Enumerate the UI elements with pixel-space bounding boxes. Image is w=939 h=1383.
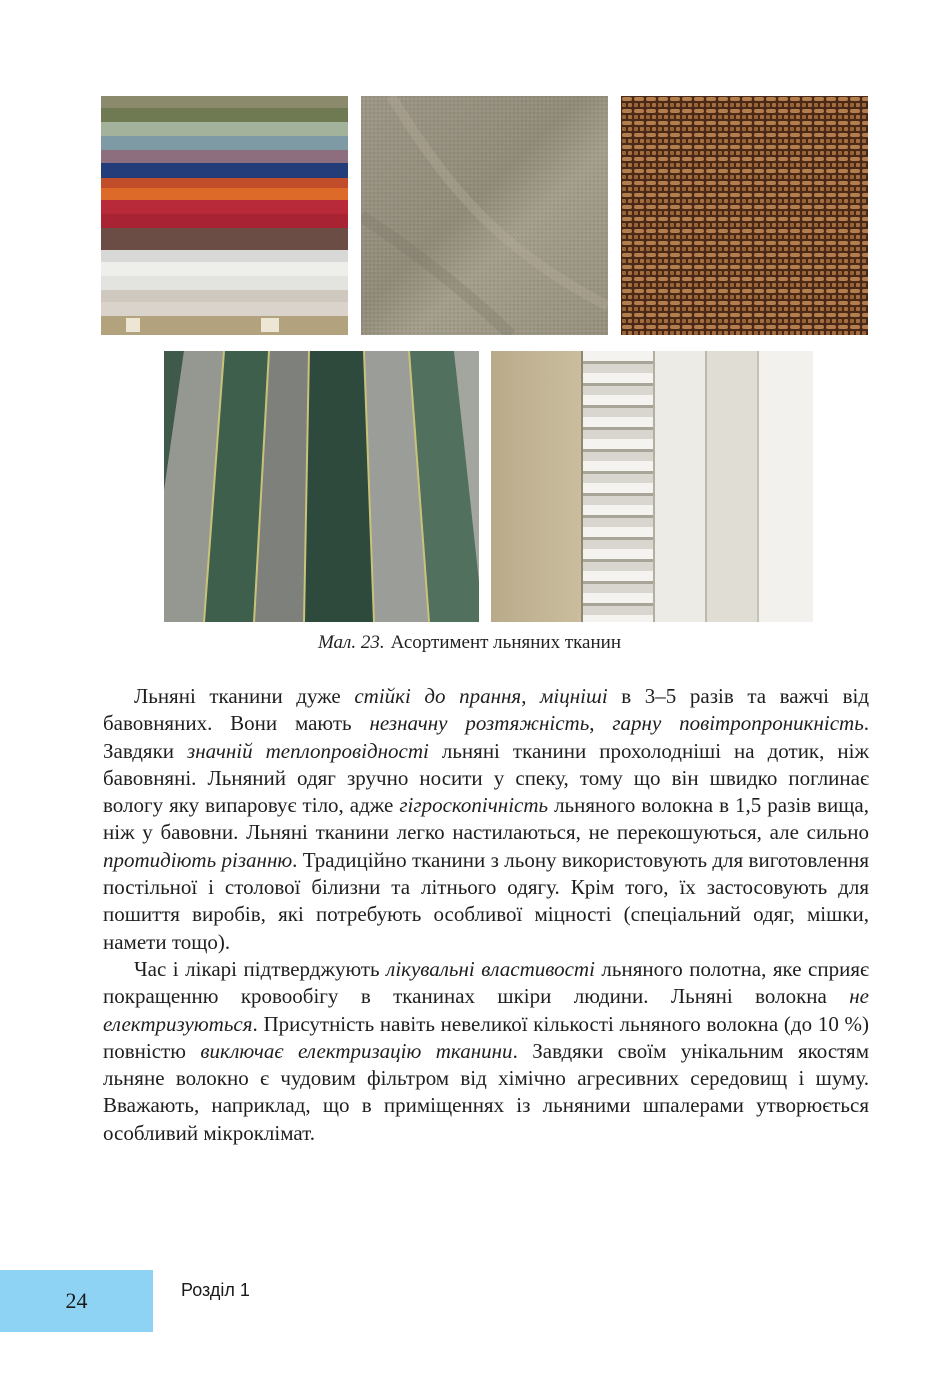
text-run: . Присутність навіть невеликої кількості льняного волокна (до 10 %) повністю	[103, 1011, 869, 1063]
emphasis: гарну повітропроникність	[612, 711, 864, 736]
text-run: Час і лікарі підтверджують	[134, 956, 387, 981]
body-text	[103, 683, 869, 1147]
text-run: льняного полотна, яке сприяє покращенню кровообігу в тканинах шкіри людини. Льняні волокна	[103, 956, 870, 1009]
striped-linen-fabrics-photo	[164, 351, 479, 622]
text-run: ,	[589, 711, 613, 736]
emphasis: лікувальні властивості	[386, 956, 595, 981]
brown-burlap-weave-photo	[621, 96, 868, 335]
paragraph-1	[103, 683, 869, 956]
figure-caption	[0, 630, 939, 656]
text-run: в 3–5 разів та важчі від бавовняних. Вони мають	[103, 684, 870, 736]
paragraph-2	[103, 956, 869, 1147]
text-run: льняні тканини прохолодніші на дотик, ніж бавовняні. Льняний одяг зручно носити у спеку, тому що він швидко поглинає вологу яку випаровує тіло, адже	[103, 738, 869, 818]
text-run: льняного волокна в 1,5 разів вища, ніж у бавовни. Льняні тканини легко настилаються, не перекошуються, але сильно	[103, 793, 869, 845]
page-number: 24	[65, 1288, 88, 1313]
figure-label: Мал. 23.	[318, 632, 385, 653]
emphasis: не електризуються	[103, 984, 869, 1036]
emphasis: незначну розтяжність	[369, 711, 590, 736]
text-run: . Завдяки своїм унікальним якостям льняне волокно є чудовим фільтром від хімічно агресивних середовищ і шуму. Вважають, наприклад, що в приміщеннях із льняними шпалерами утворюється особливий мікроклімат.	[103, 1038, 869, 1145]
text-run: . Традиційно тканини з льону використовують для виготовлення постільної і столової білизни та літнього одягу. Крім того, їх застосовують для пошиття виробів, які потребують особливої міцності (спеціальний одяг, мішки, намети тощо).	[103, 847, 869, 954]
emphasis: гігроскопічність	[399, 793, 549, 818]
emphasis: стійкі до прання	[354, 684, 522, 708]
colored-linen-stack-photo	[101, 96, 348, 335]
emphasis: виключає електризацію тканини	[200, 1038, 513, 1063]
figure-caption-text: Асортимент льняних тканин	[390, 632, 621, 653]
text-run: Льняні тканини дуже	[134, 684, 355, 708]
grey-linen-fabric-photo	[361, 96, 608, 335]
text-run: . Завдяки	[103, 711, 870, 763]
emphasis: значній теплопровідності	[187, 738, 429, 763]
emphasis: протидіють різанню	[103, 847, 293, 872]
light-linen-rolls-photo	[491, 351, 813, 622]
section-label: Розділ 1	[181, 1280, 250, 1300]
emphasis: міцніші	[540, 684, 608, 708]
text-run: ,	[521, 684, 541, 708]
